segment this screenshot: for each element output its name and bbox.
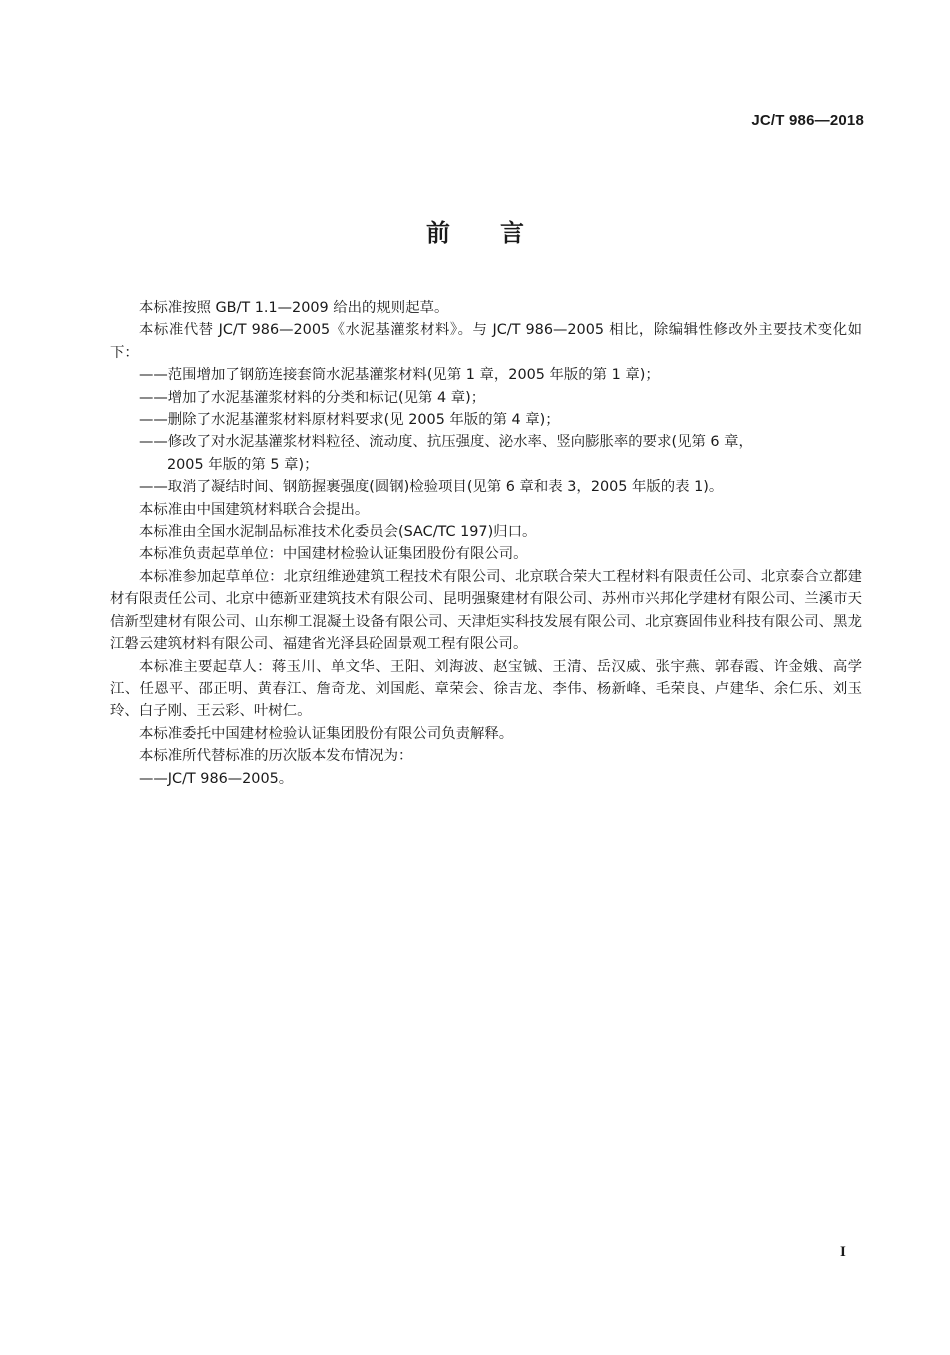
page-title [0,213,950,248]
title-char-2: 言 [500,219,524,247]
title-char-1: 前 [426,219,450,247]
change-item: ——范围增加了钢筋连接套筒水泥基灌浆材料(见第 1 章，2005 年版的第 1 章)； [139,367,660,384]
paragraph-replacement: 本标准代替 JC/T 986—2005《水泥基灌浆材料》。与 JC/T 986—2005 相比，除编辑性修改外主要技术变化如下： [110,322,862,361]
page-number: I [840,1244,846,1260]
change-item: ——修改了对水泥基灌浆材料粒径、流动度、抗压强度、泌水率、竖向膨胀率的要求(见第 6 章， 2005 年版的第 5 章)； [139,434,753,473]
paragraph-history-intro: 本标准所代替标准的历次版本发布情况为： [139,748,413,765]
paragraph-proposer: 本标准由中国建筑材料联合会提出。 [139,501,370,518]
foreword-body [110,297,862,790]
change-item: ——取消了凝结时间、钢筋握裹强度(圆钢)检验项目(见第 6 章和表 3，2005 年版的表 1)。 [139,479,724,496]
paragraph-interpretation: 本标准委托中国建材检验认证集团股份有限公司负责解释。 [139,725,514,742]
paragraph-participating-drafters: 本标准参加起草单位：北京纽维逊建筑工程技术有限公司、北京联合荣大工程材料有限责任公司、北京泰合立都建材有限责任公司、北京中德新亚建筑技术有限公司、昆明强聚建材有限公司、苏州市兴邦化学建材有限公司、兰溪市天信新型建材有限公司、山东柳工混凝土设备有限公司、天津炬实科技发展有限公司、北京赛固伟业科技有限公司、黑龙江磐云建筑材料有限公司、福建省光泽县砼固景观工程有限公司。 [110,568,862,653]
paragraph-main-drafters: 本标准主要起草人：蒋玉川、单文华、王阳、刘海波、赵宝铖、王清、岳汉威、张宇燕、郭春霞、许金娥、高学江、任恩平、邵正明、黄春江、詹奇龙、刘国彪、章荣会、徐吉龙、李伟、杨新峰、毛荣良、卢建华、余仁乐、刘玉玲、白子刚、王云彩、叶树仁。 [110,658,862,720]
standard-code-header: JC/T 986—2018 [751,112,864,129]
paragraph-lead-drafter: 本标准负责起草单位：中国建材检验认证集团股份有限公司。 [139,546,528,563]
paragraph-drafting-rules: 本标准按照 GB/T 1.1—2009 给出的规则起草。 [139,300,449,316]
change-item: ——删除了水泥基灌浆材料原材料要求(见 2005 年版的第 4 章)； [139,412,560,429]
change-item: ——增加了水泥基灌浆材料的分类和标记(见第 4 章)； [139,389,486,406]
history-item: ——JC/T 986—2005。 [139,770,294,787]
paragraph-committee: 本标准由全国水泥制品标准技术化委员会(SAC/TC 197)归口。 [139,524,537,541]
